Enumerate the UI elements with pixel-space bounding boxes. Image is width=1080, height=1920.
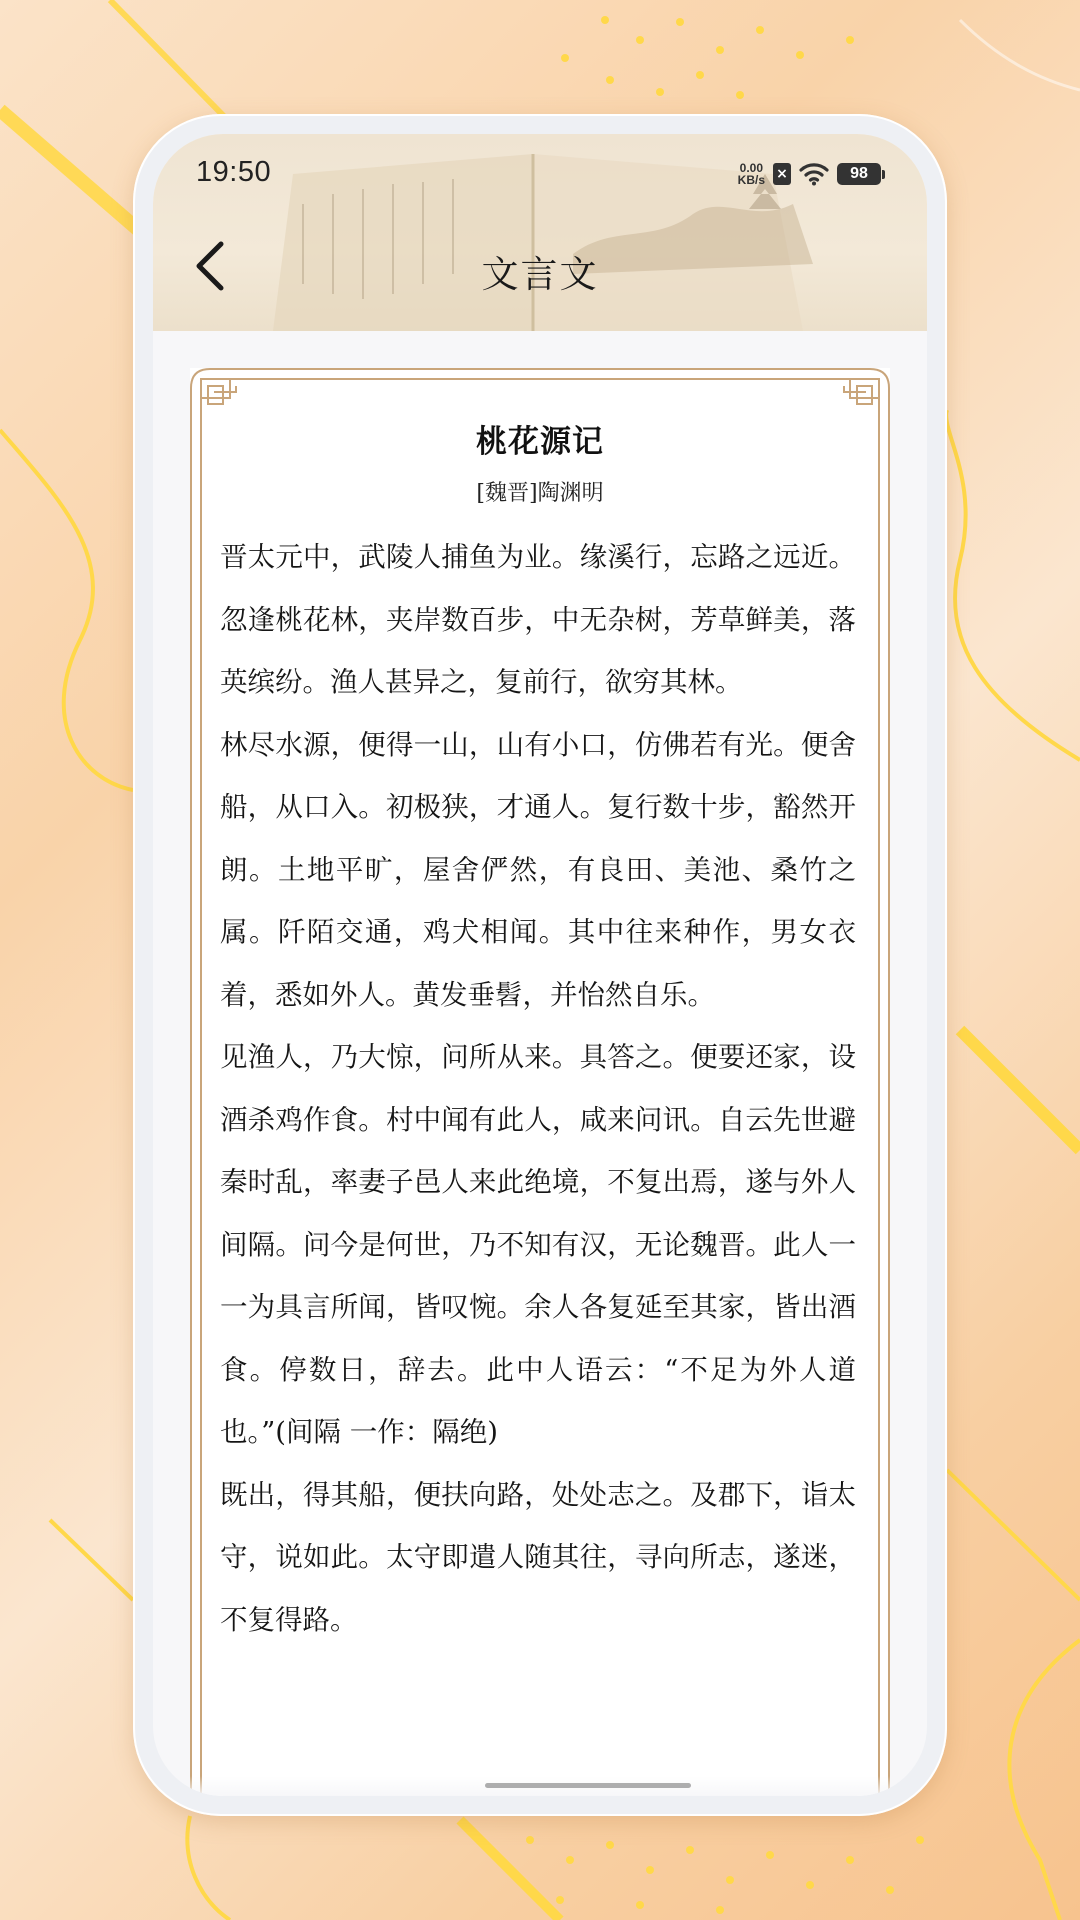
battery-icon — [837, 163, 885, 185]
article-body — [220, 526, 856, 1651]
article-paragraph: 既出，得其船，便扶向路，处处志之。及郡下，诣太守，说如此。太守即遣人随其往，寻向所志，遂迷，不复得路。 — [220, 1478, 856, 1636]
article-author: [魏晋]陶渊明 — [476, 481, 604, 506]
battery-level: 98 — [837, 163, 881, 185]
network-speed-unit: KB/s — [737, 173, 765, 187]
home-indicator[interactable] — [485, 1783, 691, 1788]
status-time: 19:50 — [196, 156, 272, 188]
wifi-icon — [799, 162, 829, 186]
sim-status-icon: × — [773, 163, 791, 185]
page-title: 文言文 — [481, 253, 599, 296]
header-banner — [153, 134, 927, 331]
article-paragraph: 晋太元中，武陵人捕鱼为业。缘溪行，忘路之远近。忽逢桃花林，夹岸数百步，中无杂树，芳草鲜美，落英缤纷。渔人甚异之，复前行，欲穷其林。 — [220, 541, 856, 698]
battery-tip — [882, 170, 885, 179]
status-icons — [738, 158, 885, 190]
app-screen — [153, 134, 927, 1796]
phone-mockup — [133, 114, 947, 1816]
article-paragraph: 见渔人，乃大惊，问所从来。具答之。便要还家，设酒杀鸡作食。村中闻有此人，咸来问讯。自云先世避秦时乱，率妻子邑人来此绝境，不复出焉，遂与外人间隔。问今是何世，乃不知有汉，无论魏晋。此人一一为具言所闻，皆叹惋。余人各复延至其家，皆出酒食。停数日，辞去。此中人语云：“不足为外人道也。”(间隔 一作：隔绝) — [220, 1041, 856, 1448]
network-speed — [738, 162, 765, 186]
article-paragraph: 林尽水源，便得一山，山有小口，仿佛若有光。便舍船，从口入。初极狭，才通人。复行数十步，豁然开朗。土地平旷，屋舍俨然，有良田、美池、桑竹之属。阡陌交通，鸡犬相闻。其中往来种作，男女衣着，悉如外人。黄发垂髫，并怡然自乐。 — [220, 728, 856, 1011]
article-title: 桃花源记 — [476, 424, 604, 460]
article-card — [190, 368, 890, 1796]
network-speed-value: 0.00 — [739, 161, 763, 175]
